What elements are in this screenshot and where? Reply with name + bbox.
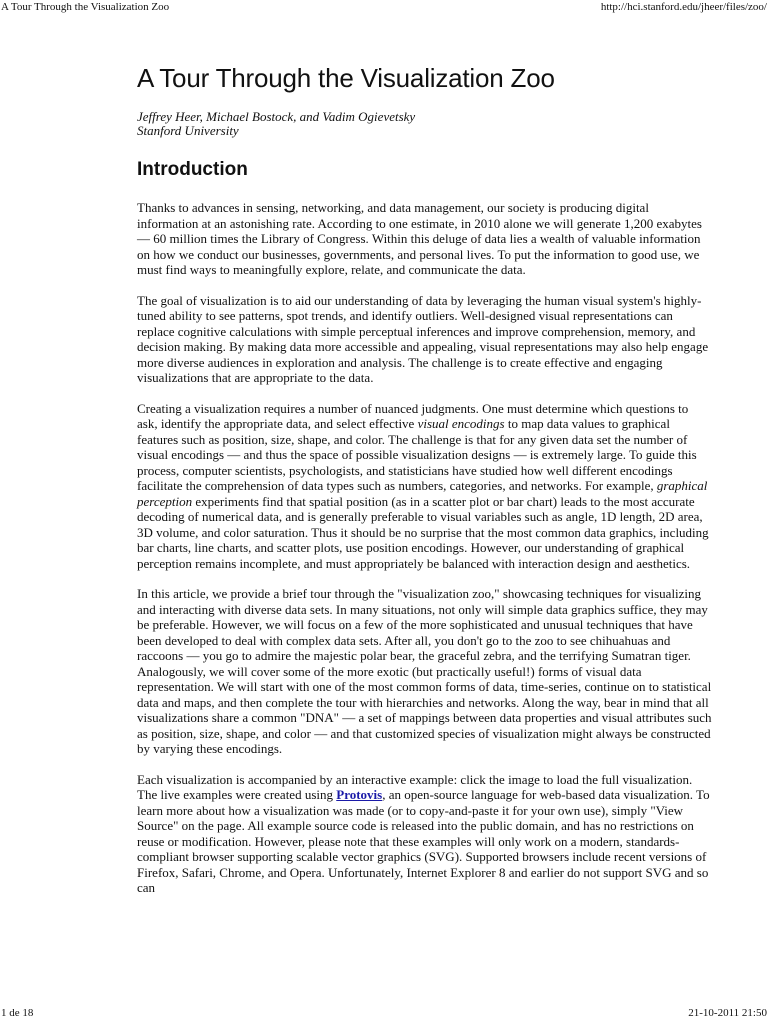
- article-title: A Tour Through the Visualization Zoo: [137, 63, 555, 93]
- print-footer: [0, 1006, 768, 1020]
- term-graphical-perception: graphical perception: [137, 478, 708, 509]
- print-header-title: A Tour Through the Visualization Zoo: [1, 1, 170, 13]
- paragraph-5: [137, 772, 712, 896]
- paragraph-3-text-c: experiments find that spatial position (as in a scatter plot or bar chart) leads to the most accurate decoding of numerical data, and is generally preferable to visual variables such as angle, 1D length, 2D area, 3D volume, and color saturation. Thus it should be no surprise that the most common data graphics, including bar charts, line charts, and scatter plots, use position encodings. However, our understanding of graphical perception remains incomplete, and must appropriately be balanced with interaction design and aesthetics.: [137, 493, 709, 571]
- page-number: 1 de 18: [1, 1007, 34, 1019]
- article-affiliation: Stanford University: [137, 123, 239, 138]
- article-content: [137, 60, 712, 911]
- article-authors: Jeffrey Heer, Michael Bostock, and Vadim Ogievetsky: [137, 109, 416, 124]
- paragraph-4: In this article, we provide a brief tour through the "visualization zoo," showcasing techniques for visualizing and interacting with diverse data sets. In many situations, not only will simple data graphics suffice, they may be preferable. However, we will focus on a few of the more sophisticated and unusual techniques that have been developed to deal with complex data sets. After all, you don't go to the zoo to see chihuahuas and raccoons — you go to admire the majestic polar bear, the graceful zebra, and the terrifying Sumatran tiger. Analogously, we will cover some of the more exotic (but practically useful!) forms of visual data representation. We will start with one of the most common forms of data, time-series, continue on to statistical data and maps, and then complete the tour with hierarchies and networks. Along the way, bear in mind that all visualizations share a common "DNA" — a set of mappings between data properties and visual attributes such as position, size, shape, and color — and that customized species of visualization might always be constructed by varying these encodings.: [137, 586, 712, 756]
- paragraph-5-text-b: , an open-source language for web-based data visualization. To learn more about how a visualization was made (or to copy-and-paste it for your own use), simply "View Source" on the page. All example source code is released into the public domain, and has no restrictions on reuse or modification. However, please note that these examples will only work on a modern, standards-compliant browser supporting scalable vector graphics (SVG). Supported browsers include recent versions of Firefox, Safari, Chrome, and Opera. Unfortunately, Internet Explorer 8 and earlier do not support SVG and so can: [137, 787, 710, 895]
- paragraph-2: The goal of visualization is to aid our understanding of data by leveraging the human visual system's highly-tuned ability to see patterns, spot trends, and identify outliers. Well-designed visual representations can replace cognitive calculations with simple perceptual inferences and improve comprehension, memory, and decision making. By making data more accessible and appealing, visual representations may also help engage more diverse audiences in exploration and analysis. The challenge is to create effective and engaging visualizations that are appropriate to the data.: [137, 292, 709, 385]
- print-header: [0, 0, 768, 14]
- protovis-link[interactable]: Protovis: [336, 787, 383, 802]
- print-timestamp: 21-10-2011 21:50: [688, 1007, 767, 1019]
- section-heading-introduction: Introduction: [137, 159, 248, 180]
- paragraph-3-text-a: Creating a visualization requires a number of nuanced judgments. One must determine which questions to ask, identify the appropriate data, and select effective: [137, 400, 689, 431]
- paragraph-5-text-a: Each visualization is accompanied by an interactive example: click the image to load the full visualization. The live examples were created using: [137, 771, 693, 802]
- term-visual-encodings: visual encodings: [417, 416, 505, 431]
- paragraph-3-text-b: to map data values to graphical features such as position, size, shape, and color. The challenge is that for any given data set the number of visual encodings — and thus the space of possible visualization designs — is extremely large. To guide this process, computer scientists, psychologists, and statisticians have studied how well different encodings facilitate the comprehension of data types such as numbers, categories, and networks. For example,: [137, 416, 697, 493]
- paragraph-1: Thanks to advances in sensing, networking, and data management, our society is producing digital information at an astonishing rate. According to one estimate, in 2010 alone we will generate 1,200 exabytes — 60 million times the Library of Congress. Within this deluge of data lies a wealth of valuable information on how we conduct our businesses, governments, and personal lives. To put the information to good use, we must find ways to meaningfully explore, relate, and communicate the data.: [137, 200, 702, 277]
- print-header-url: http://hci.stanford.edu/jheer/files/zoo/: [600, 1, 767, 13]
- paragraph-3: [137, 401, 712, 572]
